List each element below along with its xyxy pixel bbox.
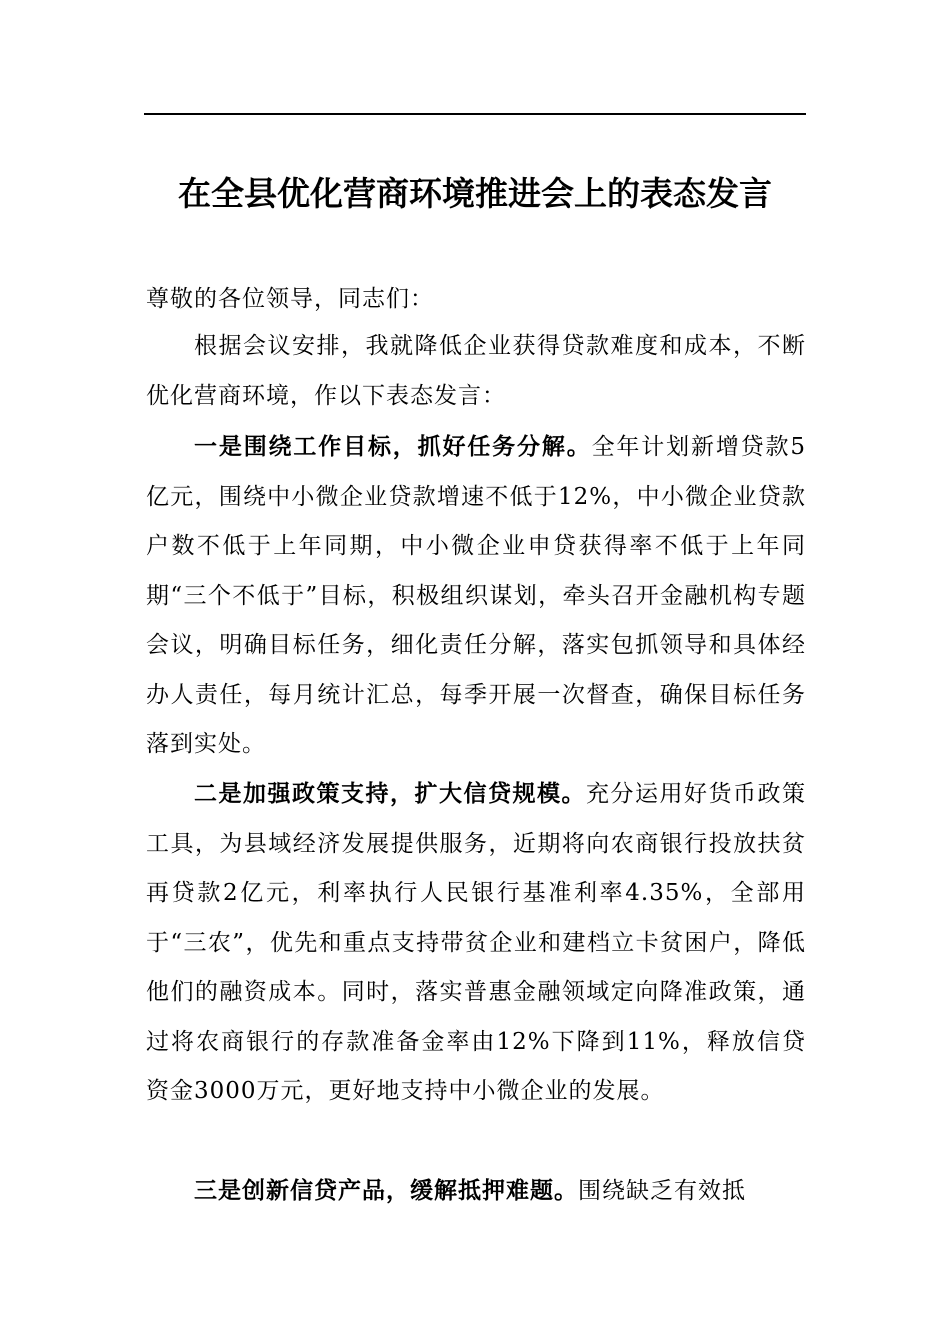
section-lead-1: 一是围绕工作目标，抓好任务分解。: [194, 434, 592, 460]
section-paragraph-1: [146, 423, 806, 770]
section-text-1: 全年计划新增贷款5亿元，围绕中小微企业贷款增速不低于12%，中小微企业贷款户数不低于上年同期，中小微企业申贷获得率不低于上年同期“三个不低于”目标，积极组织谋划，牵头召开金融机构专题会议，明确目标任务，细化责任分解，落实包抓领导和具体经办人责任，每月统计汇总，每季开展一次督查，确保目标任务落到实处。: [146, 434, 806, 757]
section-paragraph-2: [146, 770, 806, 1117]
header-rule: [144, 113, 806, 115]
section-lead-3: 三是创新信贷产品，缓解抵押难题。: [194, 1178, 578, 1204]
intro-paragraph: 根据会议安排，我就降低企业获得贷款难度和成本，不断优化营商环境，作以下表态发言：: [146, 333, 806, 409]
document-title: 在全县优化营商环境推进会上的表态发言: [178, 174, 772, 213]
section-text-2: 充分运用好货币政策工具，为县域经济发展提供服务，近期将向农商银行投放扶贫再贷款2亿元，利率执行人民银行基准利率4.35%，全部用于“三农”，优先和重点支持带贫企业和建档立卡贫困户，降低他们的融资成本。同时，落实普惠金融领域定向降准政策，通过将农商银行的存款准备金率由12%下降到11%，释放信贷资金3000万元，更好地支持中小微企业的发展。: [146, 781, 806, 1104]
salutation: 尊敬的各位领导，同志们：: [146, 286, 434, 312]
section-paragraph-3: [146, 1167, 806, 1217]
section-lead-2: 二是加强政策支持，扩大信贷规模。: [194, 781, 586, 807]
section-text-3: 围绕缺乏有效抵: [578, 1178, 746, 1204]
